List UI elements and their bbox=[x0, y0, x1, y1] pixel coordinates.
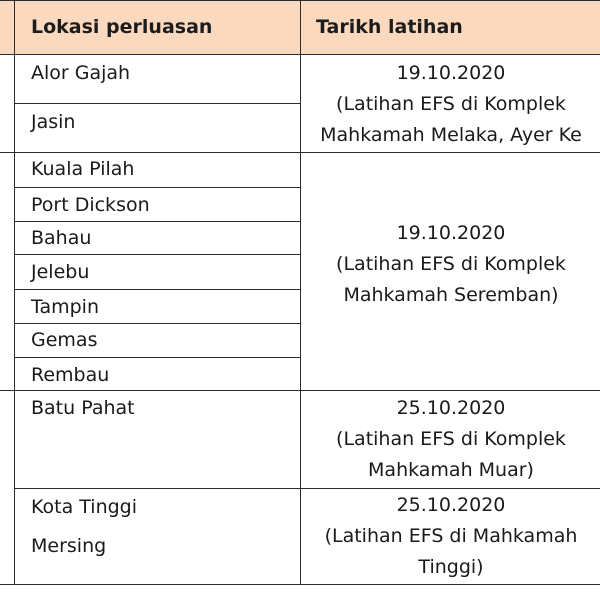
grid-line bbox=[14, 323, 301, 324]
training-cell bbox=[302, 490, 600, 583]
grid-line bbox=[300, 0, 301, 584]
training-venue-line: Tinggi) bbox=[418, 556, 484, 578]
training-venue-line: Mahkamah Muar) bbox=[368, 459, 534, 481]
training-cell bbox=[302, 218, 600, 313]
grid-line bbox=[0, 0, 600, 1]
training-date: 25.10.2020 bbox=[396, 397, 506, 419]
grid-line bbox=[14, 187, 301, 188]
grid-line bbox=[14, 103, 301, 104]
location-cell: Jelebu bbox=[31, 261, 90, 283]
training-venue-line: (Latihan EFS di Komplek bbox=[336, 428, 566, 450]
location-cell: Mersing bbox=[31, 535, 107, 557]
grid-line bbox=[14, 254, 301, 255]
location-cell: Batu Pahat bbox=[31, 397, 135, 419]
location-cell: Rembau bbox=[31, 364, 110, 386]
location-cell: Bahau bbox=[31, 227, 92, 249]
location-cell: Gemas bbox=[31, 329, 98, 351]
grid-line bbox=[14, 289, 301, 290]
training-venue-line: (Latihan EFS di Komplek bbox=[336, 253, 566, 275]
grid-line bbox=[14, 488, 600, 489]
location-cell: Kuala Pilah bbox=[31, 158, 135, 180]
training-venue-line: (Latihan EFS di Komplek bbox=[336, 93, 566, 115]
grid-line bbox=[0, 54, 600, 55]
header-training-date: Tarikh latihan bbox=[316, 16, 463, 38]
training-date: 19.10.2020 bbox=[396, 62, 506, 84]
location-cell: Jasin bbox=[31, 111, 76, 133]
grid-line bbox=[0, 584, 600, 585]
training-cell bbox=[302, 393, 600, 486]
grid-line bbox=[14, 221, 301, 222]
location-cell: Port Dickson bbox=[31, 194, 150, 216]
location-cell: Tampin bbox=[31, 296, 99, 318]
grid-line bbox=[14, 357, 301, 358]
training-venue-line: Mahkamah Seremban) bbox=[343, 284, 559, 306]
training-date: 19.10.2020 bbox=[396, 222, 506, 244]
header-location: Lokasi perluasan bbox=[31, 16, 213, 38]
location-cell: Kota Tinggi bbox=[31, 496, 138, 518]
location-cell: Alor Gajah bbox=[31, 62, 131, 84]
grid-line bbox=[0, 152, 600, 153]
training-venue-line: Mahkamah Melaka, Ayer Ke bbox=[320, 124, 582, 146]
grid-line bbox=[0, 390, 600, 391]
training-venue-line: (Latihan EFS di Mahkamah bbox=[324, 525, 578, 547]
grid-line bbox=[14, 0, 15, 584]
training-date: 25.10.2020 bbox=[396, 494, 506, 516]
training-cell bbox=[302, 58, 600, 151]
